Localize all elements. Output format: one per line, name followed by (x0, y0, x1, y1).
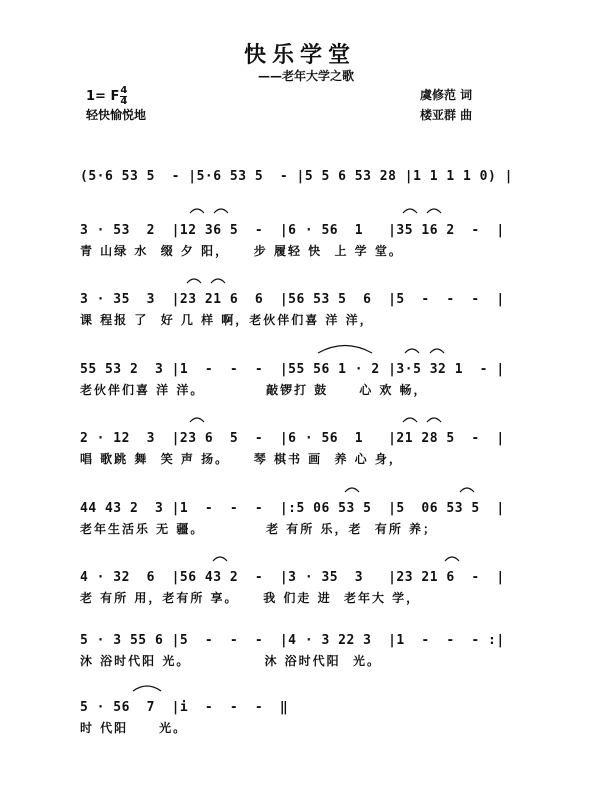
score-line-3-lyrics: 课 程报 了 好 几 样 啊，老伙伴们喜 洋 洋， (80, 313, 374, 327)
slur-mark (345, 488, 359, 492)
song-subtitle: ——老年大学之歌 (258, 69, 355, 83)
score-line-7-notes: 4 · 32 6 |56 43 2 - |3 · 35 3 |23 21 6 - | (80, 570, 505, 585)
slur-mark (427, 418, 441, 422)
slur-mark (430, 349, 444, 353)
score-line-1-notes: (5·6 53 5 - |5·6 53 5 - |5 5 6 53 28 |1 1 1 1 0) | (80, 169, 513, 184)
slur-mark (213, 557, 227, 561)
score-line-9-notes: 5 · 56 7 |i - - - ‖ (80, 700, 289, 715)
slur-mark (460, 488, 474, 492)
tempo-marking: 轻快愉悦地 (86, 108, 147, 122)
score-line-2-notes: 3 · 53 2 |12 36 5 - |6 · 56 1 |35 16 2 - | (80, 223, 505, 238)
score-line-2-lyrics: 青 山绿 水 缀 夕 阳， 步 履轻 快 上 学 堂。 (80, 244, 403, 258)
score-line-3-notes: 3 · 35 3 |23 21 6 6 |56 53 5 6 |5 - - - | (80, 292, 505, 307)
slur-mark (318, 346, 372, 354)
score-line-5-notes: 2 · 12 3 |23 6 5 - |6 · 56 1 |21 28 5 - | (80, 431, 505, 446)
lyricist-credit: 虞修范 词 (420, 88, 473, 102)
slur-mark (405, 349, 419, 353)
slur-mark (403, 209, 417, 213)
time-signature-bottom: 4 (120, 96, 128, 107)
time-signature (120, 86, 127, 107)
time-signature-top: 4 (120, 85, 128, 96)
slur-mark (211, 279, 225, 283)
score-line-8-lyrics: 沐 浴时代阳 光。 沐 浴时代阳 光。 (80, 654, 382, 668)
score-line-5-lyrics: 唱 歌跳 舞 笑 声 扬。 琴 棋书 画 养 心 身， (80, 452, 403, 466)
slur-mark (190, 209, 204, 213)
key-signature (86, 86, 127, 107)
score-line-6-lyrics: 老年生活乐 无 疆。 老 有所 乐，老 有所 养； (80, 522, 438, 536)
score-line-8-notes: 5 · 3 55 6 |5 - - - |4 · 3 22 3 |1 - - - :| (80, 633, 505, 648)
slur-mark (403, 418, 417, 422)
slur-mark (214, 209, 228, 213)
composer-credit: 楼亚群 曲 (420, 108, 473, 122)
slur-mark (133, 686, 161, 691)
score-line-7-lyrics: 老 有所 用，老有所 享。 我 们走 进 老年大 学， (80, 591, 421, 605)
score-line-4-notes: 55 53 2 3 |1 - - - |55 56 1 · 2 |3·5 32 1 - | (80, 362, 505, 377)
song-title: 快乐学堂 (243, 43, 356, 68)
score-line-9-lyrics: 时 代阳 光。 (80, 721, 188, 735)
score-line-4-lyrics: 老伙伴们喜 洋 洋。 敲锣打 鼓 心 欢 畅， (80, 383, 428, 397)
key-prefix: 1= F (86, 89, 120, 104)
slur-mark (187, 279, 201, 283)
score-line-6-notes: 44 43 2 3 |1 - - - |:5 06 53 5 |5 06 53 5 | (80, 501, 505, 516)
slur-mark (445, 557, 459, 561)
slur-mark (427, 209, 441, 213)
slur-mark (190, 418, 204, 422)
